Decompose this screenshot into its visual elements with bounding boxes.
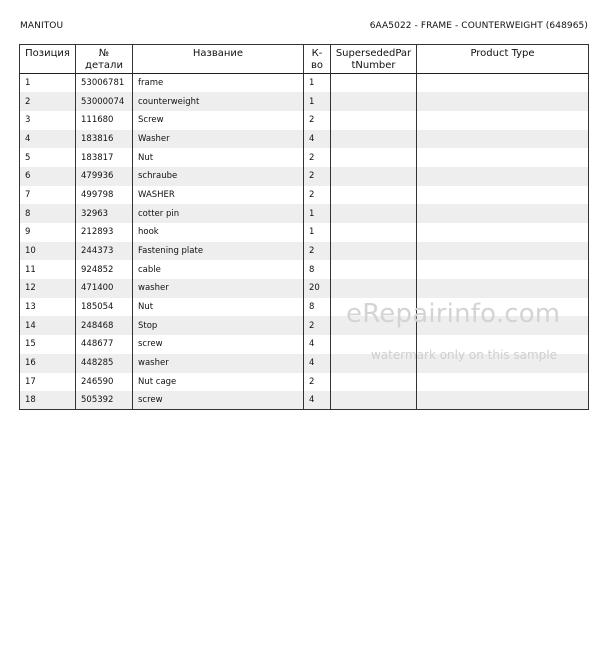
cell-quantity: 1 — [304, 204, 331, 223]
cell-superseded-part-number — [331, 373, 417, 392]
table-row — [20, 204, 589, 223]
cell-product-type — [417, 130, 589, 149]
cell-position: 5 — [25, 152, 31, 163]
cell-position: 10 — [20, 242, 76, 261]
cell-position: 4 — [20, 130, 76, 149]
cell-quantity: 20 — [304, 279, 331, 298]
cell-superseded-part-number — [331, 148, 417, 167]
cell-product-type — [417, 373, 589, 392]
cell-quantity: 8 — [304, 298, 331, 317]
cell-part-number: 183816 — [76, 130, 133, 149]
cell-superseded-part-number — [331, 186, 417, 205]
cell-quantity: 4 — [304, 391, 331, 410]
cell-product-type — [417, 92, 589, 111]
table-row — [20, 391, 589, 410]
cell-part-number: 246590 — [76, 373, 133, 392]
cell-superseded-part-number — [331, 279, 417, 298]
cell-part-number: 244373 — [76, 242, 133, 261]
cell-position: 18 — [20, 391, 76, 410]
column-header-quantity: К-во — [304, 45, 331, 74]
cell-superseded-part-number — [331, 391, 417, 410]
cell-part-number: 505392 — [76, 391, 133, 410]
cell-name: Nut cage — [133, 373, 304, 392]
cell-product-type — [417, 242, 589, 261]
watermark-note: watermark only on this sample — [371, 348, 558, 362]
cell-position: 7 — [25, 189, 31, 200]
table-row — [20, 111, 589, 130]
cell-name: cable — [133, 260, 304, 279]
cell-position: 13 — [25, 302, 36, 313]
cell-product-type — [417, 204, 589, 223]
cell-position: 16 — [20, 354, 76, 373]
cell-part-number: 499798 — [76, 186, 133, 205]
table-row — [20, 260, 589, 279]
table-row — [20, 74, 589, 93]
cell-superseded-part-number — [331, 242, 417, 261]
cell-superseded-part-number — [331, 92, 417, 111]
table-row — [20, 148, 589, 167]
cell-superseded-part-number — [331, 223, 417, 242]
cell-part-number: 53000074 — [76, 92, 133, 111]
cell-superseded-part-number — [331, 204, 417, 223]
table-row — [20, 279, 589, 298]
cell-part-number: 471400 — [76, 279, 133, 298]
cell-name: screw — [133, 335, 304, 354]
cell-product-type — [417, 223, 589, 242]
cell-position: 1 — [25, 78, 31, 89]
cell-quantity: 2 — [304, 167, 331, 186]
cell-position: 17 — [25, 376, 36, 387]
cell-name: Nut — [133, 148, 304, 167]
table-row — [20, 186, 589, 205]
page-header — [20, 21, 588, 37]
cell-quantity: 1 — [304, 74, 331, 93]
cell-position: 14 — [20, 316, 76, 335]
cell-name: frame — [133, 74, 304, 93]
column-header-product-type: Product Type — [417, 45, 589, 74]
cell-part-number: 185054 — [76, 298, 133, 317]
cell-superseded-part-number — [331, 111, 417, 130]
cell-quantity: 2 — [304, 186, 331, 205]
cell-part-number: 448285 — [76, 354, 133, 373]
cell-product-type — [417, 186, 589, 205]
document-title: 6AA5022 - FRAME - COUNTERWEIGHT (648965) — [369, 21, 588, 31]
cell-superseded-part-number — [331, 130, 417, 149]
cell-part-number: 924852 — [76, 260, 133, 279]
watermark-site: eRepairinfo.com — [346, 299, 561, 329]
cell-name: hook — [133, 223, 304, 242]
cell-part-number: 53006781 — [76, 74, 133, 93]
column-header-superseded-part-number: SupersededPartNumber — [331, 45, 417, 74]
cell-quantity: 2 — [304, 316, 331, 335]
cell-name: Screw — [133, 111, 304, 130]
table-row — [20, 373, 589, 392]
column-header-part-number: № детали — [76, 45, 133, 74]
table-row — [20, 242, 589, 261]
cell-position: 8 — [20, 204, 76, 223]
cell-superseded-part-number — [331, 260, 417, 279]
cell-quantity: 2 — [304, 148, 331, 167]
cell-name: screw — [133, 391, 304, 410]
cell-name: washer — [133, 354, 304, 373]
cell-name: Fastening plate — [133, 242, 304, 261]
cell-name: Washer — [133, 130, 304, 149]
cell-superseded-part-number — [331, 167, 417, 186]
cell-superseded-part-number — [331, 74, 417, 93]
cell-position: 15 — [25, 339, 36, 350]
column-header-position: Позиция — [20, 45, 76, 74]
cell-product-type — [417, 148, 589, 167]
cell-part-number: 448677 — [76, 335, 133, 354]
cell-quantity: 4 — [304, 354, 331, 373]
cell-quantity: 8 — [304, 260, 331, 279]
table-row — [20, 92, 589, 111]
cell-product-type — [417, 279, 589, 298]
cell-part-number: 479936 — [76, 167, 133, 186]
table-row — [20, 223, 589, 242]
cell-product-type — [417, 167, 589, 186]
cell-name: Stop — [133, 316, 304, 335]
cell-part-number: 183817 — [76, 148, 133, 167]
cell-part-number: 248468 — [76, 316, 133, 335]
cell-name: cotter pin — [133, 204, 304, 223]
cell-product-type — [417, 74, 589, 93]
cell-name: WASHER — [133, 186, 304, 205]
cell-part-number: 32963 — [76, 204, 133, 223]
cell-name: counterweight — [133, 92, 304, 111]
cell-quantity: 4 — [304, 335, 331, 354]
cell-position: 6 — [20, 167, 76, 186]
cell-product-type — [417, 111, 589, 130]
column-header-name: Название — [133, 45, 304, 74]
cell-position: 3 — [25, 115, 31, 126]
cell-quantity: 2 — [304, 242, 331, 261]
cell-product-type — [417, 391, 589, 410]
cell-quantity: 2 — [304, 373, 331, 392]
table-row — [20, 167, 589, 186]
cell-product-type — [417, 260, 589, 279]
cell-position: 11 — [25, 264, 36, 275]
brand-name: MANITOU — [20, 21, 64, 31]
cell-position: 9 — [25, 227, 31, 238]
cell-name: schraube — [133, 167, 304, 186]
cell-quantity: 1 — [304, 92, 331, 111]
table-row — [20, 130, 589, 149]
cell-quantity: 1 — [304, 223, 331, 242]
cell-part-number: 111680 — [76, 111, 133, 130]
cell-quantity: 4 — [304, 130, 331, 149]
cell-part-number: 212893 — [76, 223, 133, 242]
cell-position: 12 — [20, 279, 76, 298]
cell-quantity: 2 — [304, 111, 331, 130]
cell-name: washer — [133, 279, 304, 298]
cell-name: Nut — [133, 298, 304, 317]
cell-position: 2 — [20, 92, 76, 111]
table-header-row — [20, 45, 589, 74]
